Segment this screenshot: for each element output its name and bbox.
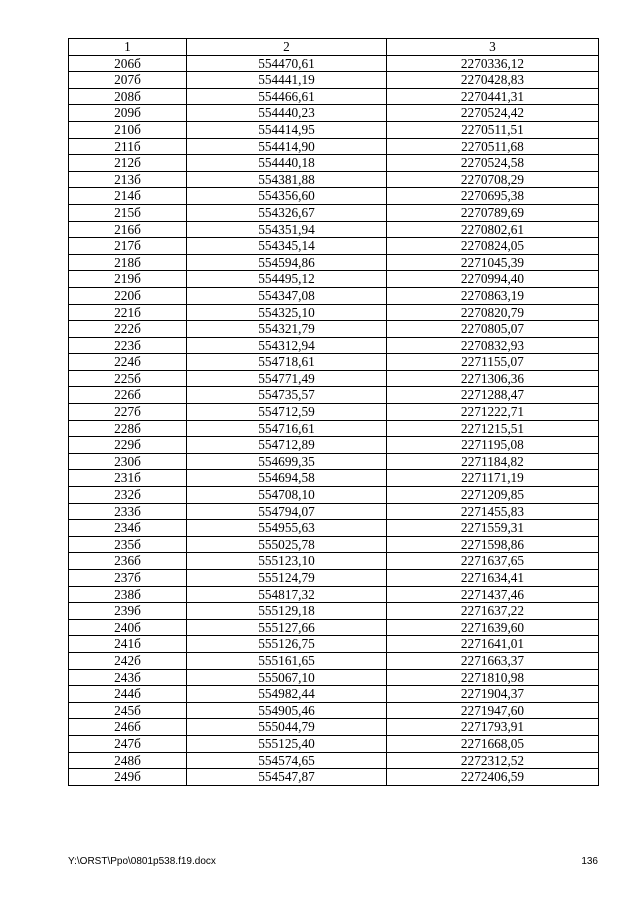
- x-coordinate-cell: 554414,90: [187, 138, 387, 155]
- x-coordinate-cell: 554470,61: [187, 55, 387, 72]
- y-coordinate-cell: 2270524,58: [387, 155, 599, 172]
- y-coordinate-cell: 2271947,60: [387, 702, 599, 719]
- table-row: [69, 238, 599, 255]
- table-row: [69, 470, 599, 487]
- x-coordinate-cell: 554440,23: [187, 105, 387, 122]
- table-row: [69, 155, 599, 172]
- point-number-cell: 247б: [69, 735, 187, 752]
- table-row: [69, 105, 599, 122]
- x-coordinate-cell: 554347,08: [187, 287, 387, 304]
- y-coordinate-cell: 2271155,07: [387, 354, 599, 371]
- point-number-cell: 227б: [69, 404, 187, 421]
- x-coordinate-cell: 554771,49: [187, 370, 387, 387]
- x-coordinate-cell: 554712,59: [187, 404, 387, 421]
- point-number-cell: 237б: [69, 570, 187, 587]
- point-number-cell: 226б: [69, 387, 187, 404]
- x-coordinate-cell: 555067,10: [187, 669, 387, 686]
- table-row: [69, 138, 599, 155]
- y-coordinate-cell: 2271437,46: [387, 586, 599, 603]
- table-body: [69, 55, 599, 785]
- point-number-cell: 238б: [69, 586, 187, 603]
- x-coordinate-cell: 554326,67: [187, 204, 387, 221]
- point-number-cell: 222б: [69, 321, 187, 338]
- table-row: [69, 570, 599, 587]
- x-coordinate-cell: 554356,60: [187, 188, 387, 205]
- table-row: [69, 487, 599, 504]
- table-row: [69, 271, 599, 288]
- point-number-cell: 212б: [69, 155, 187, 172]
- x-coordinate-cell: 554325,10: [187, 304, 387, 321]
- point-number-cell: 248б: [69, 752, 187, 769]
- table-row: [69, 354, 599, 371]
- x-coordinate-cell: 554441,19: [187, 72, 387, 89]
- x-coordinate-cell: 554381,88: [187, 171, 387, 188]
- x-coordinate-cell: 554794,07: [187, 503, 387, 520]
- y-coordinate-cell: 2270802,61: [387, 221, 599, 238]
- x-coordinate-cell: 554735,57: [187, 387, 387, 404]
- y-coordinate-cell: 2271639,60: [387, 619, 599, 636]
- table-row: [69, 553, 599, 570]
- column-header-3: 3: [387, 39, 599, 56]
- point-number-cell: 249б: [69, 769, 187, 786]
- point-number-cell: 239б: [69, 603, 187, 620]
- y-coordinate-cell: 2270441,31: [387, 88, 599, 105]
- table-row: [69, 304, 599, 321]
- footer-page-number: 136: [581, 856, 598, 867]
- y-coordinate-cell: 2271171,19: [387, 470, 599, 487]
- y-coordinate-cell: 2271288,47: [387, 387, 599, 404]
- table-row: [69, 669, 599, 686]
- point-number-cell: 235б: [69, 536, 187, 553]
- y-coordinate-cell: 2271306,36: [387, 370, 599, 387]
- point-number-cell: 225б: [69, 370, 187, 387]
- y-coordinate-cell: 2271559,31: [387, 520, 599, 537]
- point-number-cell: 213б: [69, 171, 187, 188]
- x-coordinate-cell: 555025,78: [187, 536, 387, 553]
- x-coordinate-cell: 555126,75: [187, 636, 387, 653]
- point-number-cell: 215б: [69, 204, 187, 221]
- table-row: [69, 404, 599, 421]
- table-row: [69, 603, 599, 620]
- y-coordinate-cell: 2271634,41: [387, 570, 599, 587]
- y-coordinate-cell: 2270789,69: [387, 204, 599, 221]
- point-number-cell: 210б: [69, 121, 187, 138]
- point-number-cell: 220б: [69, 287, 187, 304]
- table-row: [69, 88, 599, 105]
- x-coordinate-cell: 554594,86: [187, 254, 387, 271]
- table-row: [69, 437, 599, 454]
- table-row: [69, 321, 599, 338]
- point-number-cell: 233б: [69, 503, 187, 520]
- point-number-cell: 229б: [69, 437, 187, 454]
- point-number-cell: 231б: [69, 470, 187, 487]
- table-row: [69, 287, 599, 304]
- y-coordinate-cell: 2270428,83: [387, 72, 599, 89]
- y-coordinate-cell: 2271184,82: [387, 453, 599, 470]
- x-coordinate-cell: 555129,18: [187, 603, 387, 620]
- x-coordinate-cell: 554466,61: [187, 88, 387, 105]
- y-coordinate-cell: 2270805,07: [387, 321, 599, 338]
- x-coordinate-cell: 554905,46: [187, 702, 387, 719]
- table-row: [69, 370, 599, 387]
- y-coordinate-cell: 2271222,71: [387, 404, 599, 421]
- x-coordinate-cell: 555161,65: [187, 652, 387, 669]
- y-coordinate-cell: 2271663,37: [387, 652, 599, 669]
- x-coordinate-cell: 554694,58: [187, 470, 387, 487]
- table-row: [69, 686, 599, 703]
- y-coordinate-cell: 2270708,29: [387, 171, 599, 188]
- point-number-cell: 243б: [69, 669, 187, 686]
- point-number-cell: 207б: [69, 72, 187, 89]
- x-coordinate-cell: 554716,61: [187, 420, 387, 437]
- y-coordinate-cell: 2271641,01: [387, 636, 599, 653]
- point-number-cell: 219б: [69, 271, 187, 288]
- point-number-cell: 208б: [69, 88, 187, 105]
- table-row: [69, 503, 599, 520]
- x-coordinate-cell: 554547,87: [187, 769, 387, 786]
- point-number-cell: 246б: [69, 719, 187, 736]
- y-coordinate-cell: 2270695,38: [387, 188, 599, 205]
- y-coordinate-cell: 2270524,42: [387, 105, 599, 122]
- y-coordinate-cell: 2271637,22: [387, 603, 599, 620]
- column-header-2: 2: [187, 39, 387, 56]
- point-number-cell: 241б: [69, 636, 187, 653]
- x-coordinate-cell: 555127,66: [187, 619, 387, 636]
- point-number-cell: 209б: [69, 105, 187, 122]
- y-coordinate-cell: 2270994,40: [387, 271, 599, 288]
- table-row: [69, 719, 599, 736]
- table-row: [69, 702, 599, 719]
- x-coordinate-cell: 554982,44: [187, 686, 387, 703]
- point-number-cell: 240б: [69, 619, 187, 636]
- y-coordinate-cell: 2270820,79: [387, 304, 599, 321]
- y-coordinate-cell: 2270511,68: [387, 138, 599, 155]
- table-row: [69, 221, 599, 238]
- y-coordinate-cell: 2270824,05: [387, 238, 599, 255]
- y-coordinate-cell: 2272406,59: [387, 769, 599, 786]
- x-coordinate-cell: 555044,79: [187, 719, 387, 736]
- table-row: [69, 735, 599, 752]
- x-coordinate-cell: 554712,89: [187, 437, 387, 454]
- table-row: [69, 121, 599, 138]
- point-number-cell: 224б: [69, 354, 187, 371]
- table-row: [69, 619, 599, 636]
- table-row: [69, 536, 599, 553]
- y-coordinate-cell: 2270832,93: [387, 337, 599, 354]
- x-coordinate-cell: 554495,12: [187, 271, 387, 288]
- table-row: [69, 337, 599, 354]
- point-number-cell: 217б: [69, 238, 187, 255]
- table-row: [69, 387, 599, 404]
- coordinates-table: [68, 38, 599, 786]
- y-coordinate-cell: 2271195,08: [387, 437, 599, 454]
- point-number-cell: 214б: [69, 188, 187, 205]
- table-header-row: [69, 39, 599, 56]
- x-coordinate-cell: 554345,14: [187, 238, 387, 255]
- table-row: [69, 636, 599, 653]
- point-number-cell: 216б: [69, 221, 187, 238]
- point-number-cell: 228б: [69, 420, 187, 437]
- x-coordinate-cell: 554312,94: [187, 337, 387, 354]
- point-number-cell: 223б: [69, 337, 187, 354]
- x-coordinate-cell: 555125,40: [187, 735, 387, 752]
- x-coordinate-cell: 555123,10: [187, 553, 387, 570]
- x-coordinate-cell: 554718,61: [187, 354, 387, 371]
- y-coordinate-cell: 2272312,52: [387, 752, 599, 769]
- point-number-cell: 232б: [69, 487, 187, 504]
- table-row: [69, 188, 599, 205]
- table-row: [69, 420, 599, 437]
- table-row: [69, 453, 599, 470]
- y-coordinate-cell: 2271810,98: [387, 669, 599, 686]
- table-row: [69, 520, 599, 537]
- point-number-cell: 230б: [69, 453, 187, 470]
- point-number-cell: 242б: [69, 652, 187, 669]
- y-coordinate-cell: 2271637,65: [387, 553, 599, 570]
- point-number-cell: 221б: [69, 304, 187, 321]
- y-coordinate-cell: 2271793,91: [387, 719, 599, 736]
- x-coordinate-cell: 554708,10: [187, 487, 387, 504]
- x-coordinate-cell: 554699,35: [187, 453, 387, 470]
- table-row: [69, 204, 599, 221]
- y-coordinate-cell: 2271209,85: [387, 487, 599, 504]
- point-number-cell: 206б: [69, 55, 187, 72]
- table-row: [69, 652, 599, 669]
- point-number-cell: 211б: [69, 138, 187, 155]
- y-coordinate-cell: 2270511,51: [387, 121, 599, 138]
- x-coordinate-cell: 554321,79: [187, 321, 387, 338]
- x-coordinate-cell: 554574,65: [187, 752, 387, 769]
- footer-file-path: Y:\ORST\Ppo\0801p538.f19.docx: [68, 856, 216, 867]
- y-coordinate-cell: 2271045,39: [387, 254, 599, 271]
- point-number-cell: 245б: [69, 702, 187, 719]
- x-coordinate-cell: 554351,94: [187, 221, 387, 238]
- table-row: [69, 769, 599, 786]
- y-coordinate-cell: 2271668,05: [387, 735, 599, 752]
- y-coordinate-cell: 2271455,83: [387, 503, 599, 520]
- x-coordinate-cell: 554440,18: [187, 155, 387, 172]
- x-coordinate-cell: 554955,63: [187, 520, 387, 537]
- x-coordinate-cell: 555124,79: [187, 570, 387, 587]
- column-header-1: 1: [69, 39, 187, 56]
- table-row: [69, 254, 599, 271]
- y-coordinate-cell: 2271215,51: [387, 420, 599, 437]
- table-row: [69, 72, 599, 89]
- x-coordinate-cell: 554817,32: [187, 586, 387, 603]
- table-row: [69, 55, 599, 72]
- y-coordinate-cell: 2271598,86: [387, 536, 599, 553]
- y-coordinate-cell: 2270863,19: [387, 287, 599, 304]
- x-coordinate-cell: 554414,95: [187, 121, 387, 138]
- point-number-cell: 244б: [69, 686, 187, 703]
- y-coordinate-cell: 2270336,12: [387, 55, 599, 72]
- y-coordinate-cell: 2271904,37: [387, 686, 599, 703]
- point-number-cell: 218б: [69, 254, 187, 271]
- point-number-cell: 234б: [69, 520, 187, 537]
- table-row: [69, 752, 599, 769]
- table-row: [69, 171, 599, 188]
- point-number-cell: 236б: [69, 553, 187, 570]
- table-row: [69, 586, 599, 603]
